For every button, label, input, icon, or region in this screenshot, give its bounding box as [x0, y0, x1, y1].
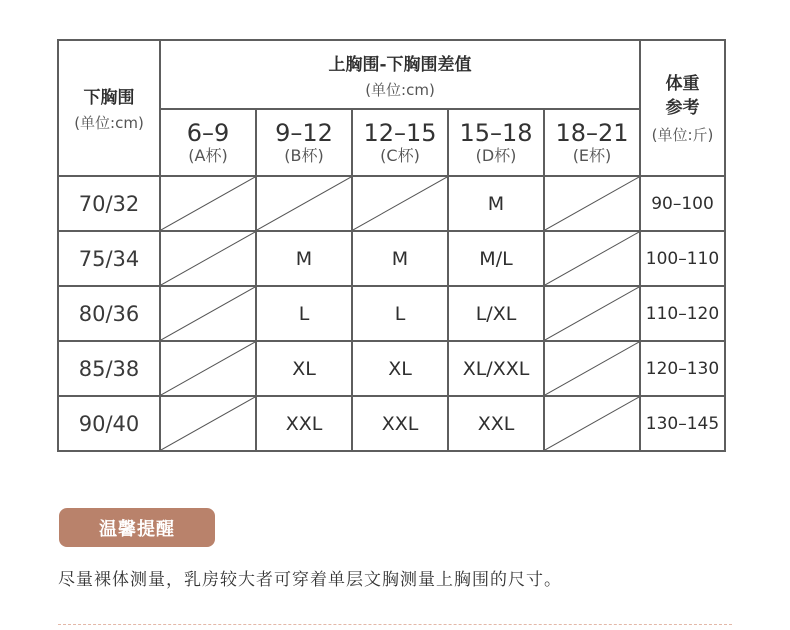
slash-line: [545, 397, 639, 450]
cup-name: (C杯): [380, 145, 420, 165]
slash-line: [161, 232, 255, 285]
underbust-cell: [58, 176, 160, 231]
size-cell: [352, 286, 448, 341]
diagonal-slash-icon: [257, 177, 351, 230]
weight-cell: [640, 231, 725, 286]
size-cell: [448, 286, 544, 341]
not-available-cell: [544, 286, 640, 341]
cup-name: (B杯): [284, 145, 324, 165]
underbust-header-title: 下胸围: [83, 88, 135, 108]
cup-header-a: [160, 109, 256, 176]
slash-line: [257, 177, 351, 230]
slash-line: [545, 287, 639, 340]
cup-header-e: [544, 109, 640, 176]
diagonal-slash-icon: [161, 397, 255, 450]
underbust-cell: [58, 286, 160, 341]
cup-name: (E杯): [572, 145, 612, 165]
diff-header-cell: [160, 40, 640, 109]
weight-value: 130–145: [645, 413, 720, 434]
underbust-value: 80/36: [78, 301, 140, 326]
size-cell: [256, 286, 352, 341]
slash-line: [161, 287, 255, 340]
table-row: [58, 341, 725, 396]
cup-range: 18–21: [555, 118, 629, 147]
size-value: L/XL: [475, 302, 517, 325]
not-available-cell: [544, 396, 640, 451]
cup-range: 9–12: [275, 118, 333, 147]
size-cell: [448, 396, 544, 451]
diagonal-slash-icon: [353, 177, 447, 230]
underbust-value: 70/32: [78, 191, 140, 216]
diagonal-slash-icon: [545, 287, 639, 340]
not-available-cell: [160, 286, 256, 341]
bottom-divider: [58, 624, 732, 625]
weight-header-title-2: 参考: [665, 97, 700, 118]
weight-cell: [640, 286, 725, 341]
diagonal-slash-icon: [161, 342, 255, 395]
diagonal-slash-icon: [161, 177, 255, 230]
size-value: L: [394, 302, 406, 325]
size-value: M: [487, 192, 505, 215]
weight-header-unit: (单位:斤): [651, 125, 714, 144]
table-row: [58, 231, 725, 286]
underbust-header-cell: [58, 40, 160, 176]
diagonal-slash-icon: [161, 287, 255, 340]
size-value: XL/XXL: [462, 357, 530, 380]
size-value: M/L: [479, 247, 513, 270]
cup-header-b: [256, 109, 352, 176]
size-chart-table: [57, 39, 726, 452]
slash-line: [545, 232, 639, 285]
size-value: L: [298, 302, 310, 325]
size-cell: [352, 341, 448, 396]
tip-badge: 温馨提醒: [59, 508, 215, 547]
diagonal-slash-icon: [545, 232, 639, 285]
diagonal-slash-icon: [545, 342, 639, 395]
size-cell: [448, 176, 544, 231]
size-cell: [256, 231, 352, 286]
weight-header-cell: [640, 40, 725, 176]
diagonal-slash-icon: [545, 397, 639, 450]
cup-name: (A杯): [188, 145, 228, 165]
not-available-cell: [160, 231, 256, 286]
not-available-cell: [544, 231, 640, 286]
underbust-cell: [58, 231, 160, 286]
weight-value: 120–130: [645, 358, 720, 379]
table-row: [58, 396, 725, 451]
underbust-cell: [58, 341, 160, 396]
cup-range: 6–9: [186, 118, 230, 147]
size-cell: [352, 231, 448, 286]
size-cell: [256, 396, 352, 451]
diagonal-slash-icon: [161, 232, 255, 285]
weight-value: 90–100: [651, 193, 714, 214]
slash-line: [161, 177, 255, 230]
not-available-cell: [160, 396, 256, 451]
diagonal-slash-icon: [545, 177, 639, 230]
size-value: XXL: [285, 412, 323, 435]
underbust-value: 85/38: [78, 356, 140, 381]
weight-cell: [640, 176, 725, 231]
underbust-value: 90/40: [78, 411, 140, 436]
slash-line: [545, 177, 639, 230]
underbust-value: 75/34: [78, 246, 140, 271]
cup-header-d: [448, 109, 544, 176]
slash-line: [545, 342, 639, 395]
not-available-cell: [544, 176, 640, 231]
weight-cell: [640, 396, 725, 451]
weight-value: 100–110: [645, 248, 720, 269]
weight-header-title-1: 体重: [665, 73, 700, 94]
cup-name: (D杯): [475, 145, 517, 165]
not-available-cell: [544, 341, 640, 396]
size-value: XL: [388, 357, 412, 380]
underbust-header-unit: (单位:cm): [74, 114, 144, 132]
size-cell: [448, 341, 544, 396]
slash-line: [161, 342, 255, 395]
size-value: XXL: [477, 412, 515, 435]
size-cell: [448, 231, 544, 286]
slash-line: [161, 397, 255, 450]
weight-cell: [640, 341, 725, 396]
not-available-cell: [160, 176, 256, 231]
table-row: [58, 286, 725, 341]
size-cell: [256, 341, 352, 396]
slash-line: [353, 177, 447, 230]
weight-value: 110–120: [645, 303, 720, 324]
not-available-cell: [256, 176, 352, 231]
size-value: M: [391, 247, 409, 270]
cup-header-c: [352, 109, 448, 176]
size-value: XL: [292, 357, 316, 380]
size-value: XXL: [381, 412, 419, 435]
size-cell: [352, 396, 448, 451]
diff-header-unit: (单位:cm): [365, 80, 435, 99]
size-value: M: [295, 247, 313, 270]
underbust-cell: [58, 396, 160, 451]
table-row: [58, 176, 725, 231]
tip-text: 尽量裸体测量，乳房较大者可穿着单层文胸测量上胸围的尺寸。: [58, 570, 562, 590]
cup-range: 12–15: [363, 118, 437, 147]
cup-range: 15–18: [459, 118, 533, 147]
not-available-cell: [352, 176, 448, 231]
diff-header-title: 上胸围-下胸围差值: [328, 54, 472, 75]
not-available-cell: [160, 341, 256, 396]
